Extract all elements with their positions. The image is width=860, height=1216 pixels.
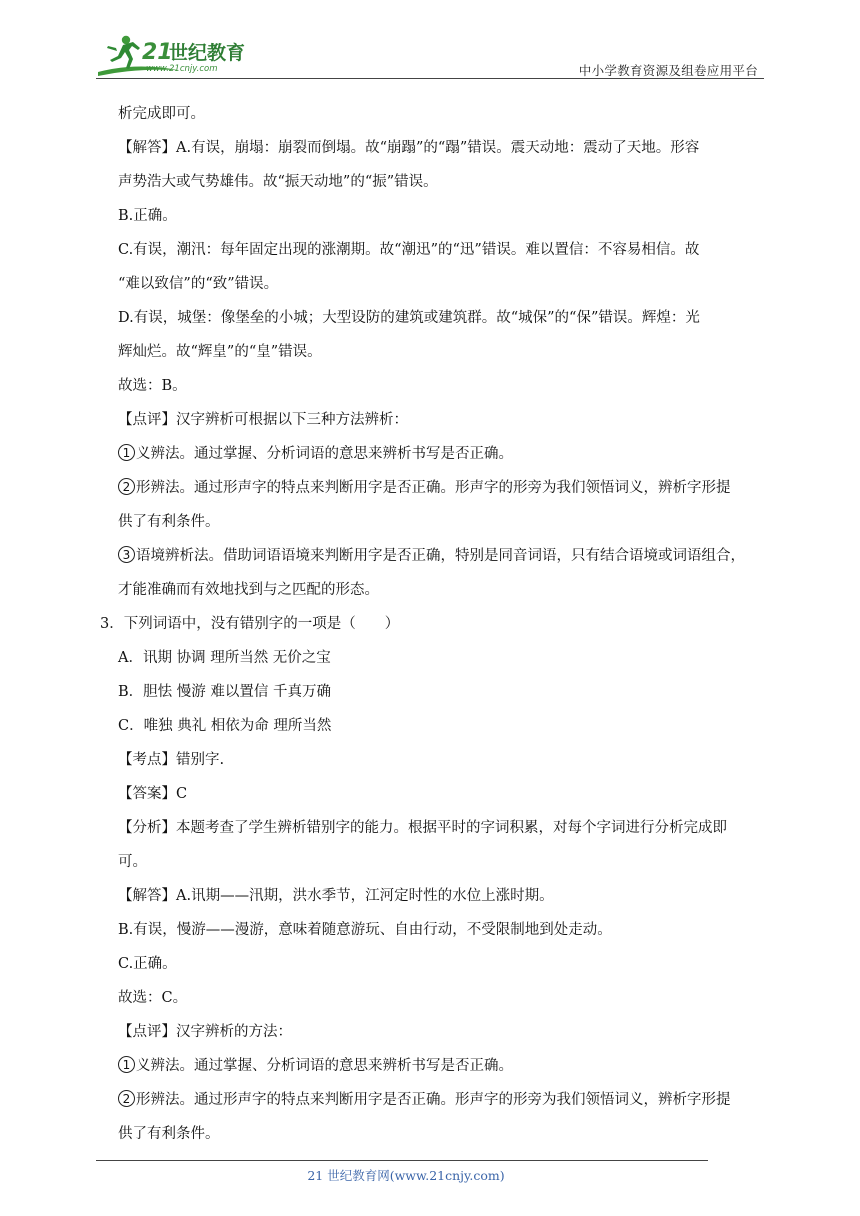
text-line: 故选：C。 (118, 990, 188, 1006)
question-title: 3．下列词语中，没有错别字的一项是（ ） (100, 616, 400, 632)
text-line: 故选：B。 (118, 378, 187, 394)
circled-number-1: 1 (118, 1056, 135, 1073)
circled-number-1: 1 (118, 444, 135, 461)
circled-number-2: 2 (118, 1090, 135, 1107)
text-line: 可。 (118, 854, 147, 870)
method-line (96, 471, 768, 505)
text-line: 析完成即可。 (118, 106, 205, 122)
text-line: 供了有利条件。 (118, 514, 220, 530)
method-text: 形辨法。通过形声字的特点来判断用字是否正确。形声字的形旁为我们领悟词义，辨析字形提 (136, 1092, 731, 1108)
text-line: 【解答】A.讯期——汛期，洪水季节，江河定时性的水位上涨时期。 (118, 888, 554, 904)
svg-text:世纪教育: 世纪教育 (169, 42, 246, 64)
method-line (96, 539, 768, 573)
runner-logo-icon (96, 32, 266, 78)
method-text: 义辨法。通过掌握、分析词语的意思来辨析书写是否正确。 (136, 446, 513, 462)
text-line: 【考点】错别字. (118, 752, 225, 768)
platform-name: 中小学教育资源及组卷应用平台 (578, 63, 758, 78)
text-line: 【解答】A.有误，崩塌：崩裂而倒塌。故“崩蹋”的“蹋”错误。震天动地：震动了天地。形容 (118, 140, 700, 156)
svg-text:www.21cnjy.com: www.21cnjy.com (146, 64, 218, 74)
site-logo[interactable] (96, 32, 266, 78)
text-line: 辉灿烂。故“辉皇”的“皇”错误。 (118, 344, 322, 360)
text-line: 【分析】本题考查了学生辨析错别字的能力。根据平时的字词积累，对每个字词进行分析完成即 (118, 820, 727, 836)
footer-link[interactable]: 21 世纪教育网(www.21cnjy.com) (307, 1168, 505, 1183)
method-text: 语境辨析法。借助词语语境来判断用字是否正确，特别是同音词语，只有结合语境或词语组合， (136, 548, 745, 564)
text-line: 【点评】汉字辨析的方法： (118, 1024, 292, 1040)
page-header (96, 30, 764, 80)
option-c: C．唯独 典礼 相依为命 理所当然 (118, 718, 332, 734)
text-line: 声势浩大或气势雄伟。故“振天动地”的“振”错误。 (118, 174, 438, 190)
document-body (96, 97, 768, 1151)
text-line: 供了有利条件。 (118, 1126, 220, 1142)
method-line (96, 437, 768, 471)
method-line (96, 1083, 768, 1117)
method-text: 义辨法。通过掌握、分析词语的意思来辨析书写是否正确。 (136, 1058, 513, 1074)
text-line: D.有误，城堡：像堡垒的小城；大型设防的建筑或建筑群。故“城保”的“保”错误。辉煌：光 (118, 310, 700, 326)
text-line: 才能准确而有效地找到与之匹配的形态。 (118, 582, 379, 598)
text-line: B.有误，慢游——漫游，意味着随意游玩、自由行动，不受限制地到处走动。 (118, 922, 612, 938)
circled-number-2: 2 (118, 478, 135, 495)
header-divider (96, 78, 764, 79)
text-line: B.正确。 (118, 208, 177, 224)
method-text: 形辨法。通过形声字的特点来判断用字是否正确。形声字的形旁为我们领悟词义，辨析字形提 (136, 480, 731, 496)
text-line: 【答案】C (118, 786, 188, 802)
option-b: B．胆怯 慢游 难以置信 千真万确 (118, 684, 331, 700)
option-a: A．讯期 协调 理所当然 无价之宝 (118, 650, 331, 666)
text-line: 【点评】汉字辨析可根据以下三种方法辨析： (118, 412, 408, 428)
footer-divider (96, 1160, 708, 1161)
circled-number-3: 3 (118, 546, 135, 563)
text-line: “难以致信”的“致”错误。 (118, 276, 279, 292)
method-line (96, 1049, 768, 1083)
text-line: C.正确。 (118, 956, 177, 972)
svg-text:21: 21 (142, 40, 173, 65)
text-line: C.有误，潮汛：每年固定出现的涨潮期。故“潮迅”的“迅”错误。难以置信：不容易相信。故 (118, 242, 700, 258)
